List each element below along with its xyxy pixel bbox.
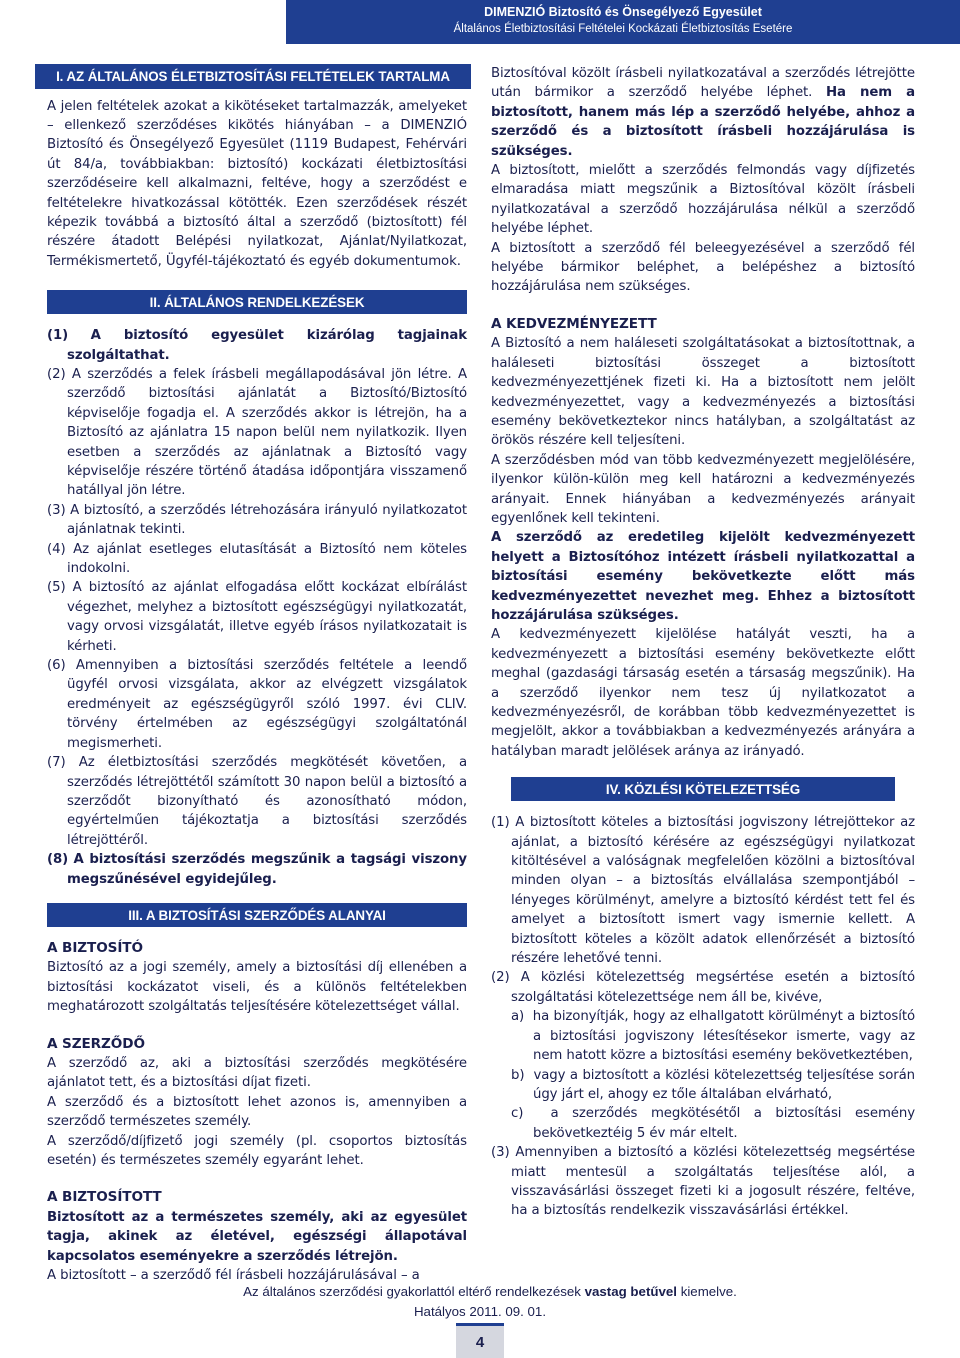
section-2-title: II. ÁLTALÁNOS RENDELKEZÉSEK	[47, 290, 467, 314]
item-text: A szerződés a felek írásbeli megállapodásával jön létre. A szerződő biztosítási ajánlatát a Biztosító/Biztosító képviselője fogadja el. A szerződés akkor is létrejön, ha a Biztosító az ajánlatra 15 napon belül nem nyilatkozik. Ilyen esetben a szerződés az ajánlatnak a Biztosító vagy képviselője részére történő átadása időpontjára visszamenő hatállyal jön létre.	[67, 366, 467, 499]
item-number: (6)	[47, 658, 66, 674]
item-number: (4)	[47, 541, 66, 557]
footer-note-post: kiemelve.	[677, 1284, 737, 1299]
document-header	[286, 0, 960, 44]
section-4-item-1	[491, 813, 915, 968]
item-number: (3)	[47, 502, 66, 518]
footer-note-bold: vastag betűvel	[584, 1284, 677, 1299]
subitem-letter: b)	[511, 1067, 525, 1083]
subitem-text: a szerződés megkötésétől a biztosítási esemény bekövetkeztéig 5 év már eltelt.	[533, 1106, 915, 1141]
section-2-list	[47, 326, 467, 889]
item-text: A biztosító az ajánlat elfogadása előtt kockázat elbírálást végezhet, melyhez a biztosított egészségügyi nyilatkozatát, vagy orvosi vizsgálatát, illetve egyéb írásos nyilatkozatait is kérheti.	[67, 580, 467, 654]
szerzodo-paragraph-1: A szerződő az, aki a biztosítási szerződés megkötésére ajánlatot tett, és a biztosítási díjat fizeti.	[47, 1055, 467, 1091]
footer-note-pre: Az általános szerződési gyakorlattól eltérő rendelkezések	[243, 1284, 585, 1299]
section-2-item	[47, 326, 467, 365]
subitem-letter: c)	[511, 1106, 524, 1122]
item-text: A biztosított köteles a biztosítási jogviszony létrejöttekor az ajánlat, a biztosító kérésére az egészségügyi nyilatkozat kitöltésével a valóságnak megfelelően közölni a biztosítóval minden olyan – a biztosítás elvállalása szempontjából – lényeges körülményt, amelyre a biztosító kérdést tett fel és amelyet a biztosított ismert vagy ismernie kellett. A biztosított köteles a közölt adatok ellenőrzését a biztosító részére lehetővé tenni.	[511, 815, 915, 967]
footer-note	[0, 1282, 960, 1302]
item-number: (7)	[47, 755, 66, 771]
item-text: Amennyiben a biztosító a közlési kötelezettség megsértése miatt mentesül a szolgáltatás teljesítése alól, a visszavásárlási összeget fizeti ki a jogosult részére, feltéve, ha a biztosítás rendelkezik visszavásárlási értékkel.	[511, 1145, 915, 1219]
section-4-sublist	[491, 1007, 915, 1143]
page-number: 4	[456, 1323, 504, 1358]
item-number: (5)	[47, 580, 66, 596]
szerzodo-paragraph-3: A szerződő/díjfizető jogi személy (pl. csoportos biztosítás esetén) és természetes személy egyaránt lehet.	[47, 1133, 467, 1168]
kedvezmenyezett-heading: A KEDVEZMÉNYEZETT	[491, 315, 657, 332]
kedvezmenyezett-paragraph-4: A kedvezményezett kijelölése hatályát veszti, ha a kedvezményezett a biztosítási esemény bekövetkezte előtt meghal (gazdasági társaság esetén a társaság megszűnik). Ha a szerződő ilyenkor nem tesz új nyilatkozatot a kedvezményezésről, de korábban több kedvezményezettet is megjelölt, akkor a továbbiakban a kedvezményezés arányára a hatályban maradt jelölések aránya az irányadó.	[491, 627, 915, 759]
section-3-title: III. A BIZTOSÍTÁSI SZERZŐDÉS ALANYAI	[47, 903, 467, 927]
header-subtitle: Általános Életbiztosítási Feltételei Kockázati Életbiztosítás Esetére	[453, 23, 793, 35]
subitem-letter: a)	[511, 1009, 525, 1025]
section-2-item	[47, 365, 467, 501]
header-title: DIMENZIÓ Biztosító és Önsegélyező Egyesület	[484, 5, 762, 19]
subitem-text: ha bizonyítják, hogy az elhallgatott körülményt a biztosító a biztosítási jogviszony létesítésekor ismerte, vagy az nem hatott közre a biztosítási esemény bekövetkeztében,	[532, 1009, 915, 1064]
kedvezmenyezett-paragraph-1: A Biztosító a nem haláleseti szolgáltatásokat a biztosítottnak, a haláleseti biztosítási összeget a biztosított kedvezményezettjének fizeti ki. Ha a biztosított nem jelölt kedvezményezettet, vagy a kedvezményezés a biztosítási esemény bekövetkeztekor nincs hatályban, a szolgáltatást az örökös részére kell teljesíteni.	[491, 336, 915, 449]
biztositott-text: A biztosított – a szerződő fél írásbeli hozzájárulásával – a	[47, 1268, 420, 1284]
section-2-item	[47, 540, 467, 579]
subitem-text: vagy a biztosított a közlési kötelezettség teljesítése során úgy járt el, ahogy ez tőle általában elvárható,	[533, 1067, 915, 1102]
right-paragraph-3: A biztosított a szerződő fél beleegyezésével a szerződő fél helyébe bármikor beléphet, a belépéshez a biztosító hozzájárulása nem szükséges.	[491, 240, 915, 295]
item-text: A közlési kötelezettség megsértése esetén a biztosító szolgáltatási kötelezettsége nem áll be, kivéve,	[511, 970, 915, 1005]
section-2-item	[47, 578, 467, 656]
section-4-subitem	[491, 1066, 915, 1105]
kedvezmenyezett-paragraph-2: A szerződésben mód van több kedvezményezett megjelölésére, ilyenkor külön-külön meg kell határozni a kedvezményezés arányait. Ennek hiányában a kedvezményezés arányait egyenlőnek kell tekinteni.	[491, 452, 915, 526]
section-4-item-3	[491, 1143, 915, 1221]
section-4-subitem	[491, 1007, 915, 1065]
section-2-item	[47, 753, 467, 850]
intro-normal-text: Biztosítóval közölt írásbeli nyilatkozatával a szerződés létrejötte után bármikor a szerződő helyébe léphet.	[491, 66, 915, 101]
biztositott-bold-text: Biztosított az a természetes személy, aki az egyesület tagja, akinek az életével, egészségi állapotával kapcsolatos eseményekre a szerződés létrejön.	[47, 1209, 467, 1264]
kedvezmenyezett-paragraph-3: A szerződő az eredetileg kijelölt kedvezményezett helyett a Biztosítóhoz intézett írásbeli nyilatkozattal a biztosítási esemény bekövetkezte előtt más kedvezményezettet nevezhet meg. Ehhez a biztosított hozzájárulása szükséges.	[491, 530, 915, 623]
item-text: A biztosító egyesület kizárólag tagjainak szolgáltathat.	[67, 328, 467, 363]
szerzodo-heading: A SZERZŐDŐ	[47, 1035, 145, 1052]
section-4-title: IV. KÖZLÉSI KÖTELEZETTSÉG	[511, 777, 895, 801]
item-number: (2)	[491, 970, 510, 986]
document-footer	[0, 1282, 960, 1322]
item-number: (1)	[491, 815, 510, 831]
item-text: A biztosítási szerződés megszűnik a tagsági viszony megszűnésével egyidejűleg.	[67, 852, 467, 887]
item-number: (8)	[47, 852, 69, 868]
item-number: (1)	[47, 328, 69, 344]
section-4-subitem	[491, 1104, 915, 1143]
item-number: (2)	[47, 366, 66, 382]
section-1-text: A jelen feltételek azokat a kikötéseket tartalmazzák, amelyeket – ellenkező szerződéses kikötés hiányában – a DIMENZIÓ Biztosító és Önsegélyező Egyesület (1119 Budapest, Fehérvári út 84/a, továbbiakban: biztosító) kockázati életbiztosítási szerződéseire kell alkalmazni, feltéve, hogy a szerződést e feltételekre hivatkozással kötötték. Ezen szerződések részét képezik továbbá a biztosító által a szerződő (biztosított) fél részére átadott Belépési nyilatkozat, Ajánlat/Nyilatkozat, Termékismertető, Ügyfél-tájékoztató és egyéb dokumentumok.	[47, 98, 467, 269]
section-2-item	[47, 656, 467, 753]
item-number: (3)	[491, 1145, 510, 1161]
right-paragraph-2: A biztosított, mielőtt a szerződés felmondás vagy díjfizetés elmaradása miatt megszűnik a Biztosítóval közölt írásbeli nyilatkozatával a szerződő hozzájárulása nélkül a szerződő helyébe léphet.	[491, 163, 915, 237]
item-text: Amennyiben a biztosítási szerződés feltétele a leendő ügyfél orvosi vizsgálata, akkor az elvégzett vizsgálatok eredményeit az egészségügyről szóló 1997. évi CLIV. törvény értelmében az egészségügyi szolgáltatónál megismerheti.	[67, 658, 467, 751]
section-4-item-2	[491, 968, 915, 1007]
biztosito-heading: A BIZTOSÍTÓ	[47, 939, 143, 956]
footer-effective-date: Hatályos 2011. 09. 01.	[413, 1304, 547, 1319]
szerzodo-paragraph-2: A szerződő és a biztosított lehet azonos is, amennyiben a szerződő természetes személy.	[47, 1094, 467, 1130]
section-2-item	[47, 850, 467, 889]
section-2-item	[47, 501, 467, 540]
item-text: A biztosító, a szerződés létrehozására irányuló nyilatkozatot ajánlatnak tekinti.	[67, 502, 467, 538]
biztosito-text: Biztosító az a jogi személy, amely a biztosítási díj ellenében a biztosítási kockázatot viseli, és a különös feltételekben meghatározott szolgáltatás teljesítésére kötelezettséget vállal.	[47, 960, 467, 1015]
intro-bold-text: Ha nem a biztosított, hanem más lép a szerződő helyébe, ahhoz a szerződő és a biztosított írásbeli hozzájárulása is szükséges.	[491, 85, 915, 159]
item-text: Az életbiztosítási szerződés megkötését követően, a szerződés létrejöttétől számított 30 napon belül a biztosító a szerződőt bizonyítható és azonosítható módon, egyértelműen tájékoztatja a biztosítási szerződés létrejöttéről.	[67, 755, 467, 848]
right-column	[491, 64, 915, 1221]
kedvezmenyezett-intro	[491, 64, 915, 161]
biztositott-heading: A BIZTOSÍTOTT	[47, 1189, 162, 1206]
item-text: Az ajánlat esetleges elutasítását a Biztosító nem köteles indokolni.	[67, 541, 467, 577]
left-column	[47, 64, 467, 1285]
section-1-title: I. AZ ÁLTALÁNOS ÉLETBIZTOSÍTÁSI FELTÉTELEK TARTALMA	[35, 64, 471, 89]
